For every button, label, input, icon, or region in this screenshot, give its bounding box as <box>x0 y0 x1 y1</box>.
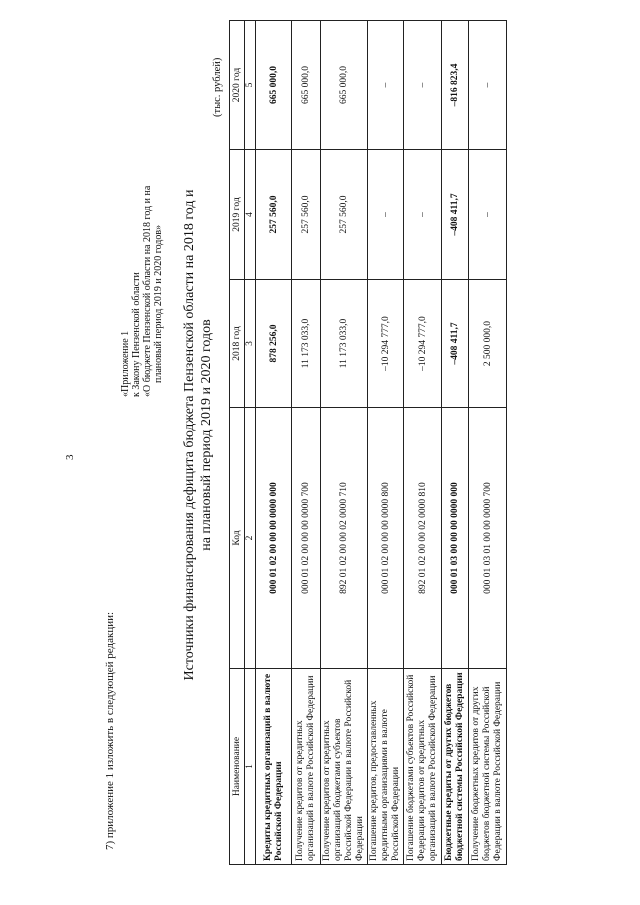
row-name-cell: Получение бюджетных кредитов от других бюджетов бюджетной системы Российской Федерации в валюте Российской Федерации <box>469 669 507 865</box>
row-value-2018: –10 294 777,0 <box>368 280 404 408</box>
row-value-2019: 257 560,0 <box>321 150 368 280</box>
table-row <box>292 21 321 865</box>
row-code-cell: 892 01 02 00 00 02 0000 810 <box>404 408 442 669</box>
row-value-2019: – <box>404 150 442 280</box>
row-code-cell: 892 01 02 00 00 02 0000 710 <box>321 408 368 669</box>
row-value-2020: –816 823,4 <box>442 21 469 150</box>
header-2018: 2018 год <box>230 280 245 408</box>
table-row <box>442 21 469 865</box>
row-name-cell: Получение кредитов от кредитных организаций бюджетами субъектов Российской Федерации в валюте Российской Федерации <box>321 669 368 865</box>
row-name-cell: Погашение бюджетами субъектов Российской Федерации кредитов от кредитных организаций в валюте Российской Федерации <box>404 669 442 865</box>
financing-sources-table <box>229 20 507 865</box>
header-code: Код <box>230 408 245 669</box>
appendix-header <box>120 37 164 397</box>
header-name: Наименование <box>230 669 245 865</box>
row-name-cell: Получение кредитов от кредитных организаций в валюте Российской Федерации <box>292 669 321 865</box>
table-row <box>368 21 404 865</box>
row-value-2018: –408 411,7 <box>442 280 469 408</box>
row-value-2018: 878 256,0 <box>256 280 292 408</box>
title-line-1: Источники финансирования дефицита бюджета Пензенской области на 2018 год и <box>182 189 197 681</box>
header-2019: 2019 год <box>230 150 245 280</box>
table-row <box>321 21 368 865</box>
row-value-2018: 2 500 000,0 <box>469 280 507 408</box>
row-value-2019: – <box>469 150 507 280</box>
appendix-line-1: «Приложение 1 <box>120 330 131 397</box>
table-header-row <box>230 21 245 865</box>
row-name-cell: Кредиты кредитных организаций в валюте Российской Федерации <box>256 669 292 865</box>
col-number-5: 5 <box>245 21 256 150</box>
row-code-cell: 000 01 03 00 00 00 0000 000 <box>442 408 469 669</box>
document-title <box>181 165 215 705</box>
row-code-cell: 000 01 02 00 00 00 0000 000 <box>256 408 292 669</box>
col-number-2: 2 <box>245 408 256 669</box>
unit-label: (тыс. рублей) <box>212 57 223 117</box>
table-row <box>404 21 442 865</box>
row-code-cell: 000 01 02 00 00 00 0000 700 <box>292 408 321 669</box>
row-value-2020: – <box>368 21 404 150</box>
col-number-1: 1 <box>245 669 256 865</box>
row-value-2018: –10 294 777,0 <box>404 280 442 408</box>
row-value-2019: 257 560,0 <box>256 150 292 280</box>
row-value-2020: 665 000,0 <box>256 21 292 150</box>
row-code-cell: 000 01 03 01 00 00 0000 700 <box>469 408 507 669</box>
header-2020: 2020 год <box>230 21 245 150</box>
row-name-cell: Погашение кредитов, предоставленных кредитными организациями в валюте Российской Федерации <box>368 669 404 865</box>
row-value-2019: – <box>368 150 404 280</box>
title-line-2: на плановый период 2019 и 2020 годов <box>199 319 214 551</box>
page-number: 3 <box>64 454 76 460</box>
row-value-2019: 257 560,0 <box>292 150 321 280</box>
row-value-2018: 11 173 033,0 <box>321 280 368 408</box>
row-value-2020: 665 000,0 <box>292 21 321 150</box>
row-code-cell: 000 01 02 00 00 00 0000 800 <box>368 408 404 669</box>
row-value-2020: 665 000,0 <box>321 21 368 150</box>
appendix-line-3: «О бюджете Пензенской области на 2018 год и на <box>142 185 153 397</box>
row-value-2018: 11 173 033,0 <box>292 280 321 408</box>
appendix-line-4: плановый период 2019 и 2020 годов» <box>153 224 164 383</box>
table-row <box>256 21 292 865</box>
col-number-4: 4 <box>245 150 256 280</box>
appendix-line-2: к Закону Пензенской области <box>131 272 142 397</box>
intro-text: 7) приложение 1 изложить в следующей редакции: <box>104 611 116 850</box>
row-value-2020: – <box>404 21 442 150</box>
column-number-row <box>245 21 256 865</box>
row-value-2019: –408 411,7 <box>442 150 469 280</box>
row-name-cell: Бюджетные кредиты от других бюджетов бюджетной системы Российской Федерации <box>442 669 469 865</box>
row-value-2020: – <box>469 21 507 150</box>
table-row <box>469 21 507 865</box>
col-number-3: 3 <box>245 280 256 408</box>
